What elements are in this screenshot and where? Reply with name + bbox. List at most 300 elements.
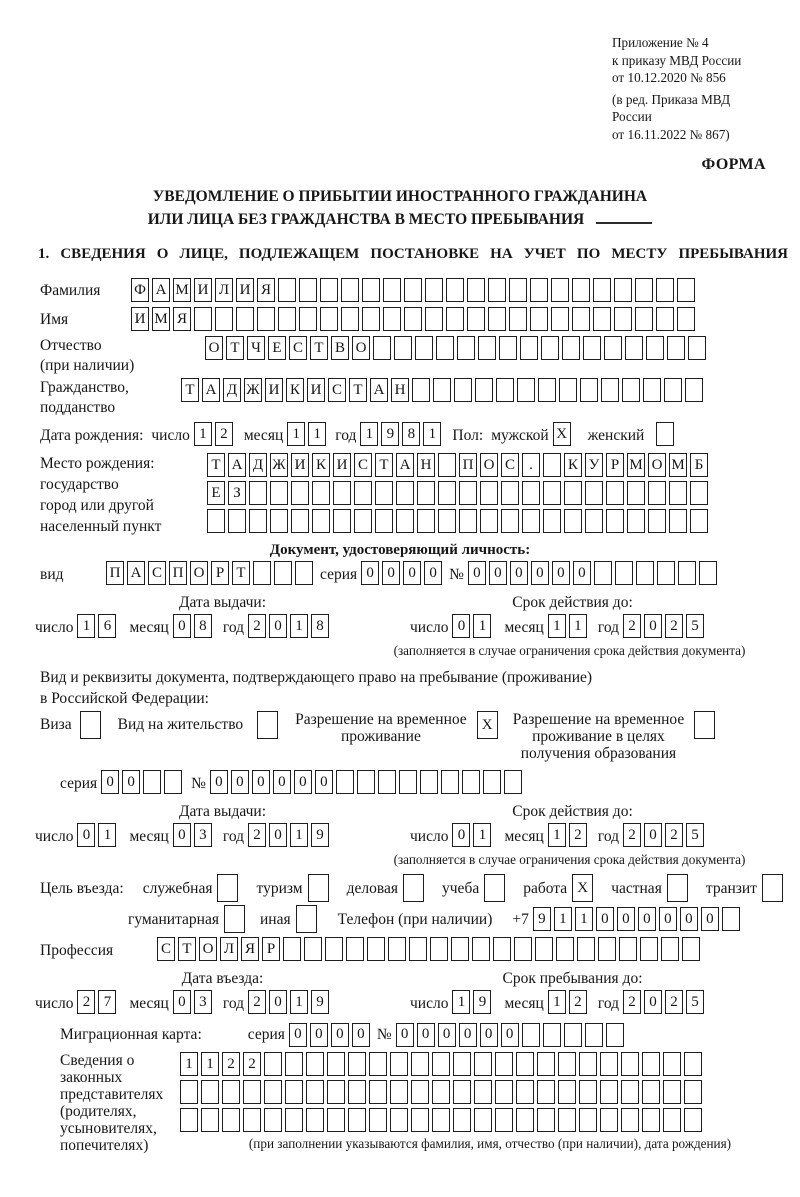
- citizenship-grid[interactable]: [181, 378, 706, 402]
- char-cell[interactable]: [722, 907, 740, 931]
- char-cell[interactable]: [375, 481, 393, 505]
- char-cell[interactable]: Я: [241, 937, 259, 961]
- char-cell[interactable]: 1: [569, 614, 587, 638]
- char-cell[interactable]: [369, 1052, 387, 1076]
- purpose-private-checkbox[interactable]: [667, 874, 688, 902]
- purpose-other-checkbox[interactable]: [296, 905, 317, 933]
- char-cell[interactable]: [648, 481, 666, 505]
- char-cell[interactable]: [453, 1080, 471, 1104]
- permit-number-grid[interactable]: [210, 770, 525, 794]
- char-cell[interactable]: 9: [311, 990, 329, 1014]
- char-cell[interactable]: 0: [101, 770, 119, 794]
- char-cell[interactable]: И: [307, 378, 325, 402]
- char-cell[interactable]: 0: [452, 614, 470, 638]
- char-cell[interactable]: 2: [569, 990, 587, 1014]
- char-cell[interactable]: [522, 509, 540, 533]
- char-cell[interactable]: Д: [249, 453, 267, 477]
- char-cell[interactable]: 0: [531, 561, 549, 585]
- char-cell[interactable]: [327, 1108, 345, 1132]
- char-cell[interactable]: [472, 937, 490, 961]
- char-cell[interactable]: [285, 1108, 303, 1132]
- char-cell[interactable]: К: [312, 453, 330, 477]
- char-cell[interactable]: 0: [459, 1023, 477, 1047]
- char-cell[interactable]: [516, 1108, 534, 1132]
- char-cell[interactable]: [257, 307, 275, 331]
- char-cell[interactable]: [222, 1108, 240, 1132]
- purpose-business-checkbox[interactable]: [403, 874, 424, 902]
- char-cell[interactable]: [285, 1052, 303, 1076]
- representatives-grid-3[interactable]: [180, 1108, 800, 1132]
- char-cell[interactable]: А: [370, 378, 388, 402]
- char-cell[interactable]: [530, 278, 548, 302]
- char-cell[interactable]: [619, 937, 637, 961]
- char-cell[interactable]: [378, 770, 396, 794]
- char-cell[interactable]: [504, 770, 522, 794]
- permit-issue-year-grid[interactable]: [248, 823, 332, 847]
- char-cell[interactable]: 0: [644, 990, 662, 1014]
- char-cell[interactable]: 2: [623, 990, 641, 1014]
- char-cell[interactable]: 0: [173, 614, 191, 638]
- char-cell[interactable]: [432, 1080, 450, 1104]
- char-cell[interactable]: [635, 307, 653, 331]
- char-cell[interactable]: А: [152, 278, 170, 302]
- char-cell[interactable]: 2: [248, 990, 266, 1014]
- char-cell[interactable]: [285, 1080, 303, 1104]
- char-cell[interactable]: 5: [686, 823, 704, 847]
- char-cell[interactable]: [411, 1108, 429, 1132]
- char-cell[interactable]: [580, 378, 598, 402]
- char-cell[interactable]: [425, 307, 443, 331]
- char-cell[interactable]: [556, 937, 574, 961]
- char-cell[interactable]: [514, 937, 532, 961]
- char-cell[interactable]: [367, 937, 385, 961]
- birth-place-grid-3[interactable]: [207, 509, 711, 533]
- char-cell[interactable]: [495, 1108, 513, 1132]
- char-cell[interactable]: 0: [552, 561, 570, 585]
- char-cell[interactable]: [656, 307, 674, 331]
- char-cell[interactable]: [551, 307, 569, 331]
- char-cell[interactable]: Т: [181, 378, 199, 402]
- char-cell[interactable]: [558, 1052, 576, 1076]
- char-cell[interactable]: [667, 336, 685, 360]
- char-cell[interactable]: А: [202, 378, 220, 402]
- char-cell[interactable]: [299, 307, 317, 331]
- char-cell[interactable]: [663, 1080, 681, 1104]
- char-cell[interactable]: 0: [644, 823, 662, 847]
- char-cell[interactable]: [341, 278, 359, 302]
- char-cell[interactable]: 0: [231, 770, 249, 794]
- char-cell[interactable]: [278, 307, 296, 331]
- char-cell[interactable]: 8: [311, 614, 329, 638]
- char-cell[interactable]: Л: [215, 278, 233, 302]
- permit-valid-year-grid[interactable]: [623, 823, 707, 847]
- char-cell[interactable]: [598, 937, 616, 961]
- phone-grid[interactable]: [533, 907, 743, 931]
- char-cell[interactable]: [488, 278, 506, 302]
- char-cell[interactable]: [594, 561, 612, 585]
- char-cell[interactable]: О: [205, 336, 223, 360]
- char-cell[interactable]: 6: [98, 614, 116, 638]
- char-cell[interactable]: [474, 1052, 492, 1076]
- char-cell[interactable]: 0: [315, 770, 333, 794]
- char-cell[interactable]: [604, 336, 622, 360]
- doc-valid-day-grid[interactable]: [452, 614, 494, 638]
- char-cell[interactable]: 1: [360, 422, 378, 446]
- char-cell[interactable]: [362, 307, 380, 331]
- char-cell[interactable]: [522, 481, 540, 505]
- char-cell[interactable]: Т: [207, 453, 225, 477]
- char-cell[interactable]: 0: [294, 770, 312, 794]
- char-cell[interactable]: 1: [98, 823, 116, 847]
- char-cell[interactable]: [509, 307, 527, 331]
- char-cell[interactable]: [394, 336, 412, 360]
- female-checkbox[interactable]: [656, 422, 674, 446]
- char-cell[interactable]: У: [585, 453, 603, 477]
- char-cell[interactable]: [488, 307, 506, 331]
- char-cell[interactable]: [480, 481, 498, 505]
- purpose-work-checkbox[interactable]: X: [572, 874, 593, 902]
- char-cell[interactable]: [383, 307, 401, 331]
- char-cell[interactable]: А: [396, 453, 414, 477]
- char-cell[interactable]: [690, 509, 708, 533]
- char-cell[interactable]: [404, 278, 422, 302]
- char-cell[interactable]: [606, 1023, 624, 1047]
- char-cell[interactable]: С: [157, 937, 175, 961]
- char-cell[interactable]: [642, 1108, 660, 1132]
- char-cell[interactable]: [541, 336, 559, 360]
- char-cell[interactable]: И: [236, 278, 254, 302]
- char-cell[interactable]: [327, 1052, 345, 1076]
- char-cell[interactable]: 0: [173, 990, 191, 1014]
- char-cell[interactable]: 0: [210, 770, 228, 794]
- male-checkbox[interactable]: X: [553, 422, 571, 446]
- char-cell[interactable]: [537, 1108, 555, 1132]
- purpose-humanitarian-checkbox[interactable]: [224, 905, 245, 933]
- char-cell[interactable]: [562, 336, 580, 360]
- char-cell[interactable]: [348, 1052, 366, 1076]
- char-cell[interactable]: 9: [533, 907, 551, 931]
- stay-day-grid[interactable]: [452, 990, 494, 1014]
- char-cell[interactable]: [646, 336, 664, 360]
- char-cell[interactable]: [383, 278, 401, 302]
- char-cell[interactable]: 0: [331, 1023, 349, 1047]
- migration-series-grid[interactable]: [289, 1023, 373, 1047]
- char-cell[interactable]: 5: [686, 990, 704, 1014]
- char-cell[interactable]: 9: [473, 990, 491, 1014]
- char-cell[interactable]: [411, 1052, 429, 1076]
- char-cell[interactable]: 0: [438, 1023, 456, 1047]
- char-cell[interactable]: [222, 1080, 240, 1104]
- char-cell[interactable]: [495, 1052, 513, 1076]
- char-cell[interactable]: 1: [290, 823, 308, 847]
- char-cell[interactable]: [509, 278, 527, 302]
- char-cell[interactable]: [253, 561, 271, 585]
- char-cell[interactable]: О: [480, 453, 498, 477]
- char-cell[interactable]: [348, 1080, 366, 1104]
- char-cell[interactable]: [404, 307, 422, 331]
- char-cell[interactable]: [642, 1080, 660, 1104]
- char-cell[interactable]: 2: [248, 614, 266, 638]
- char-cell[interactable]: И: [291, 453, 309, 477]
- char-cell[interactable]: [579, 1052, 597, 1076]
- char-cell[interactable]: 0: [701, 907, 719, 931]
- char-cell[interactable]: 0: [680, 907, 698, 931]
- char-cell[interactable]: [537, 1080, 555, 1104]
- char-cell[interactable]: Ж: [244, 378, 262, 402]
- char-cell[interactable]: [249, 509, 267, 533]
- char-cell[interactable]: С: [328, 378, 346, 402]
- doc-issue-year-grid[interactable]: [248, 614, 332, 638]
- char-cell[interactable]: [164, 770, 182, 794]
- char-cell[interactable]: [375, 509, 393, 533]
- char-cell[interactable]: [551, 278, 569, 302]
- char-cell[interactable]: [579, 1080, 597, 1104]
- char-cell[interactable]: 7: [98, 990, 116, 1014]
- permit-issue-day-grid[interactable]: [77, 823, 119, 847]
- char-cell[interactable]: 1: [452, 990, 470, 1014]
- char-cell[interactable]: [306, 1108, 324, 1132]
- representatives-grid-1[interactable]: [180, 1052, 800, 1076]
- char-cell[interactable]: [642, 1052, 660, 1076]
- char-cell[interactable]: [499, 336, 517, 360]
- char-cell[interactable]: [348, 1108, 366, 1132]
- char-cell[interactable]: [682, 937, 700, 961]
- char-cell[interactable]: 1: [308, 422, 326, 446]
- char-cell[interactable]: [457, 336, 475, 360]
- char-cell[interactable]: [396, 509, 414, 533]
- char-cell[interactable]: О: [352, 336, 370, 360]
- char-cell[interactable]: [669, 509, 687, 533]
- char-cell[interactable]: Н: [417, 453, 435, 477]
- char-cell[interactable]: [325, 937, 343, 961]
- char-cell[interactable]: 8: [194, 614, 212, 638]
- doc-issue-day-grid[interactable]: [77, 614, 119, 638]
- char-cell[interactable]: 1: [575, 907, 593, 931]
- char-cell[interactable]: [467, 307, 485, 331]
- char-cell[interactable]: Ф: [131, 278, 149, 302]
- char-cell[interactable]: 0: [361, 561, 379, 585]
- char-cell[interactable]: [467, 278, 485, 302]
- doc-valid-month-grid[interactable]: [548, 614, 590, 638]
- char-cell[interactable]: [496, 378, 514, 402]
- char-cell[interactable]: [493, 937, 511, 961]
- doc-series-grid[interactable]: [361, 561, 445, 585]
- char-cell[interactable]: [684, 1108, 702, 1132]
- char-cell[interactable]: 8: [402, 422, 420, 446]
- char-cell[interactable]: Р: [606, 453, 624, 477]
- purpose-study-checkbox[interactable]: [484, 874, 505, 902]
- char-cell[interactable]: К: [564, 453, 582, 477]
- char-cell[interactable]: [249, 481, 267, 505]
- char-cell[interactable]: 0: [352, 1023, 370, 1047]
- char-cell[interactable]: [483, 770, 501, 794]
- char-cell[interactable]: [522, 1023, 540, 1047]
- char-cell[interactable]: [270, 509, 288, 533]
- char-cell[interactable]: [606, 481, 624, 505]
- char-cell[interactable]: 1: [554, 907, 572, 931]
- char-cell[interactable]: [627, 509, 645, 533]
- char-cell[interactable]: [564, 509, 582, 533]
- char-cell[interactable]: 2: [665, 614, 683, 638]
- char-cell[interactable]: [593, 278, 611, 302]
- char-cell[interactable]: [585, 481, 603, 505]
- migration-number-grid[interactable]: [396, 1023, 627, 1047]
- char-cell[interactable]: 0: [452, 823, 470, 847]
- char-cell[interactable]: Т: [178, 937, 196, 961]
- char-cell[interactable]: [228, 509, 246, 533]
- char-cell[interactable]: 2: [623, 614, 641, 638]
- char-cell[interactable]: [516, 1052, 534, 1076]
- char-cell[interactable]: 9: [311, 823, 329, 847]
- char-cell[interactable]: [516, 1080, 534, 1104]
- char-cell[interactable]: [143, 770, 161, 794]
- char-cell[interactable]: [517, 378, 535, 402]
- char-cell[interactable]: 2: [665, 823, 683, 847]
- char-cell[interactable]: Б: [690, 453, 708, 477]
- char-cell[interactable]: [346, 937, 364, 961]
- char-cell[interactable]: 5: [686, 614, 704, 638]
- char-cell[interactable]: О: [648, 453, 666, 477]
- char-cell[interactable]: Т: [226, 336, 244, 360]
- char-cell[interactable]: [663, 1052, 681, 1076]
- purpose-official-checkbox[interactable]: [217, 874, 238, 902]
- surname-grid[interactable]: [131, 278, 698, 302]
- char-cell[interactable]: [306, 1052, 324, 1076]
- char-cell[interactable]: [399, 770, 417, 794]
- char-cell[interactable]: И: [265, 378, 283, 402]
- char-cell[interactable]: Ч: [247, 336, 265, 360]
- char-cell[interactable]: [357, 770, 375, 794]
- char-cell[interactable]: 1: [201, 1052, 219, 1076]
- char-cell[interactable]: [538, 378, 556, 402]
- char-cell[interactable]: А: [127, 561, 145, 585]
- char-cell[interactable]: [543, 509, 561, 533]
- char-cell[interactable]: [194, 307, 212, 331]
- char-cell[interactable]: [677, 307, 695, 331]
- doc-issue-month-grid[interactable]: [173, 614, 215, 638]
- birth-month-grid[interactable]: [287, 422, 329, 446]
- char-cell[interactable]: [369, 1080, 387, 1104]
- char-cell[interactable]: 1: [180, 1052, 198, 1076]
- char-cell[interactable]: [478, 336, 496, 360]
- char-cell[interactable]: [615, 561, 633, 585]
- char-cell[interactable]: [535, 937, 553, 961]
- char-cell[interactable]: [558, 1080, 576, 1104]
- char-cell[interactable]: 0: [77, 823, 95, 847]
- char-cell[interactable]: [409, 937, 427, 961]
- char-cell[interactable]: 2: [222, 1052, 240, 1076]
- char-cell[interactable]: [474, 1108, 492, 1132]
- birth-year-grid[interactable]: [360, 422, 444, 446]
- char-cell[interactable]: [459, 481, 477, 505]
- char-cell[interactable]: М: [627, 453, 645, 477]
- char-cell[interactable]: [390, 1052, 408, 1076]
- char-cell[interactable]: [215, 307, 233, 331]
- char-cell[interactable]: 0: [269, 823, 287, 847]
- char-cell[interactable]: [291, 509, 309, 533]
- char-cell[interactable]: [657, 561, 675, 585]
- char-cell[interactable]: 9: [381, 422, 399, 446]
- char-cell[interactable]: 0: [273, 770, 291, 794]
- visa-checkbox[interactable]: [80, 711, 101, 739]
- char-cell[interactable]: Л: [220, 937, 238, 961]
- char-cell[interactable]: 0: [269, 614, 287, 638]
- char-cell[interactable]: 2: [215, 422, 233, 446]
- char-cell[interactable]: 0: [468, 561, 486, 585]
- char-cell[interactable]: [621, 1108, 639, 1132]
- char-cell[interactable]: [412, 378, 430, 402]
- entry-month-grid[interactable]: [173, 990, 215, 1014]
- char-cell[interactable]: [396, 481, 414, 505]
- char-cell[interactable]: [543, 1023, 561, 1047]
- char-cell[interactable]: [690, 481, 708, 505]
- char-cell[interactable]: [684, 1080, 702, 1104]
- char-cell[interactable]: [543, 453, 561, 477]
- char-cell[interactable]: Т: [349, 378, 367, 402]
- permit-valid-month-grid[interactable]: [548, 823, 590, 847]
- char-cell[interactable]: [453, 1108, 471, 1132]
- residence-permit-checkbox[interactable]: [257, 711, 278, 739]
- char-cell[interactable]: 0: [403, 561, 421, 585]
- char-cell[interactable]: [459, 509, 477, 533]
- char-cell[interactable]: [333, 481, 351, 505]
- char-cell[interactable]: [320, 278, 338, 302]
- permit-series-grid[interactable]: [101, 770, 185, 794]
- char-cell[interactable]: [621, 1052, 639, 1076]
- char-cell[interactable]: [677, 278, 695, 302]
- char-cell[interactable]: 0: [489, 561, 507, 585]
- char-cell[interactable]: [640, 937, 658, 961]
- char-cell[interactable]: [441, 770, 459, 794]
- char-cell[interactable]: [354, 481, 372, 505]
- char-cell[interactable]: [446, 307, 464, 331]
- char-cell[interactable]: [299, 278, 317, 302]
- char-cell[interactable]: 1: [77, 614, 95, 638]
- char-cell[interactable]: [369, 1108, 387, 1132]
- char-cell[interactable]: [614, 278, 632, 302]
- char-cell[interactable]: К: [286, 378, 304, 402]
- birth-place-grid-1[interactable]: [207, 453, 711, 477]
- char-cell[interactable]: 0: [617, 907, 635, 931]
- char-cell[interactable]: П: [459, 453, 477, 477]
- char-cell[interactable]: 0: [510, 561, 528, 585]
- birth-place-grid-2[interactable]: [207, 481, 711, 505]
- char-cell[interactable]: 2: [569, 823, 587, 847]
- char-cell[interactable]: Т: [232, 561, 250, 585]
- char-cell[interactable]: [669, 481, 687, 505]
- char-cell[interactable]: [475, 378, 493, 402]
- char-cell[interactable]: [390, 1080, 408, 1104]
- char-cell[interactable]: Е: [207, 481, 225, 505]
- char-cell[interactable]: [291, 481, 309, 505]
- char-cell[interactable]: [180, 1108, 198, 1132]
- char-cell[interactable]: 1: [548, 990, 566, 1014]
- char-cell[interactable]: [236, 307, 254, 331]
- char-cell[interactable]: [362, 278, 380, 302]
- char-cell[interactable]: [474, 1080, 492, 1104]
- char-cell[interactable]: 1: [290, 614, 308, 638]
- char-cell[interactable]: [636, 561, 654, 585]
- stay-year-grid[interactable]: [623, 990, 707, 1014]
- char-cell[interactable]: Н: [391, 378, 409, 402]
- char-cell[interactable]: [572, 307, 590, 331]
- char-cell[interactable]: М: [173, 278, 191, 302]
- char-cell[interactable]: [320, 307, 338, 331]
- char-cell[interactable]: [417, 481, 435, 505]
- char-cell[interactable]: [341, 307, 359, 331]
- char-cell[interactable]: [270, 481, 288, 505]
- char-cell[interactable]: С: [501, 453, 519, 477]
